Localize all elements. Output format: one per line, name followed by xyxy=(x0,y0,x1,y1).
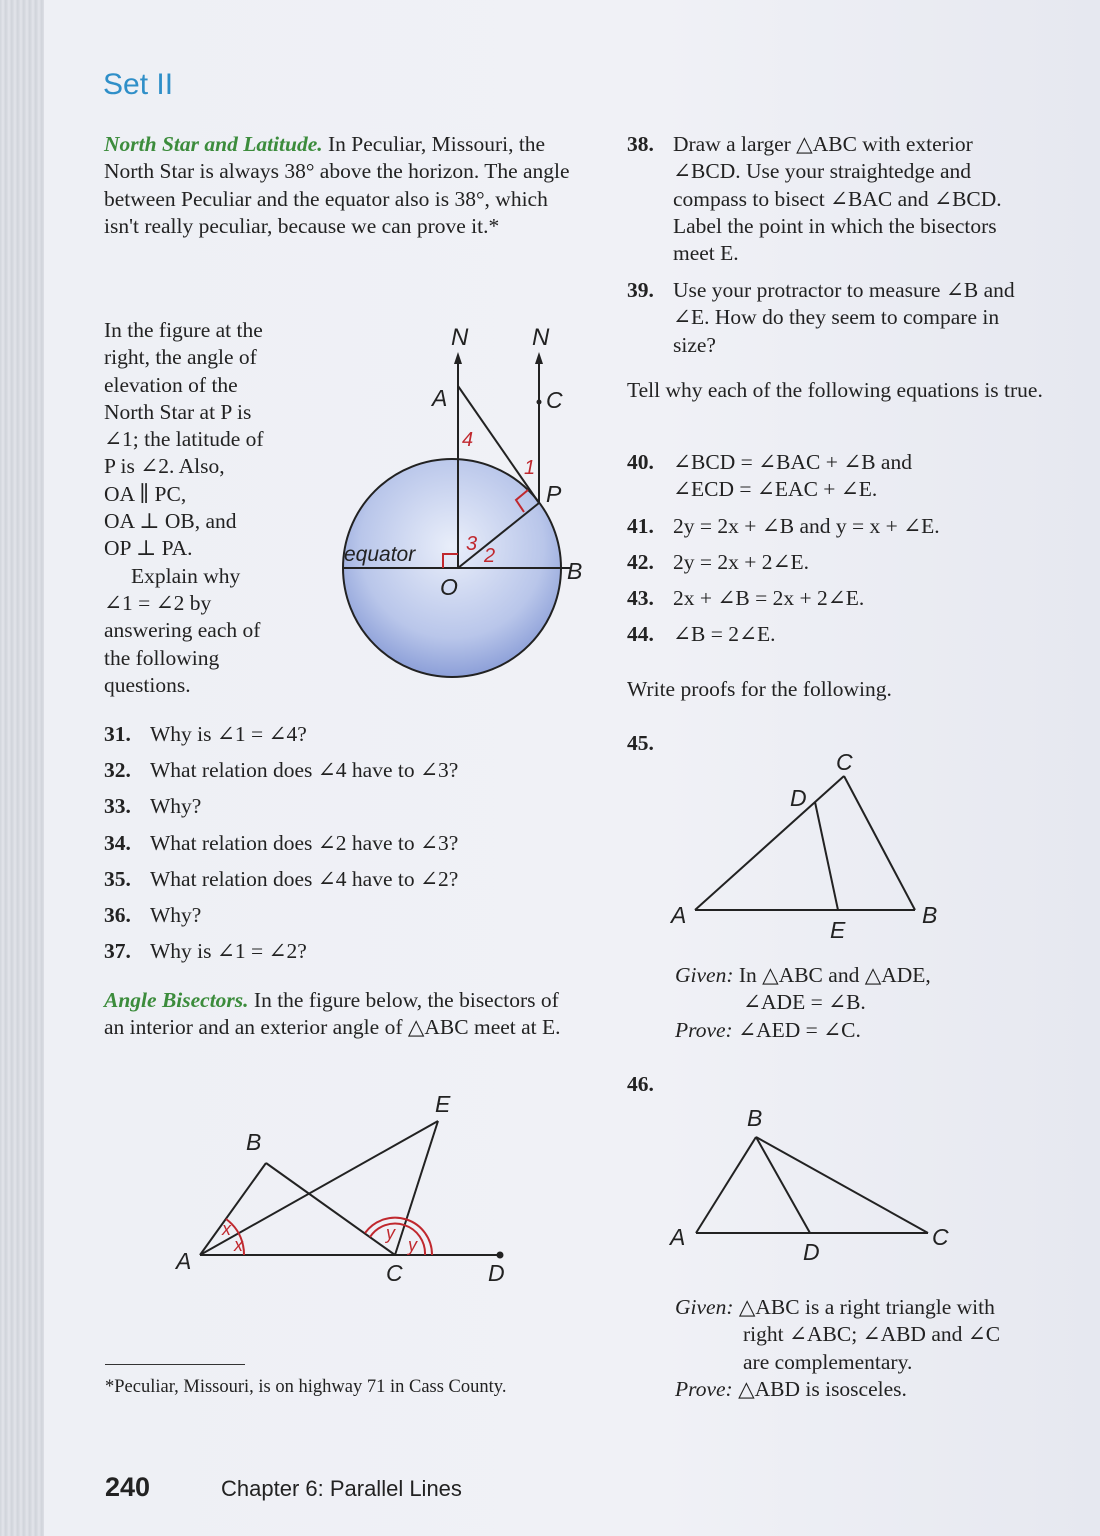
footnote-rule xyxy=(105,1364,245,1365)
label-c: C xyxy=(386,1260,403,1286)
problem-46-given xyxy=(675,1294,1075,1403)
label-x-1: x xyxy=(222,1219,231,1239)
write-proofs-instruction: Write proofs for the following. xyxy=(627,677,892,701)
question-36 xyxy=(104,897,584,933)
question-31 xyxy=(104,716,584,752)
equation-line: ∠BCD = ∠BAC + ∠B and xyxy=(673,450,912,474)
set-title: Set II xyxy=(103,68,174,101)
label-n2: N xyxy=(532,324,550,351)
question-text: Why is ∠1 = ∠2? xyxy=(150,939,307,964)
point-d xyxy=(497,1252,504,1259)
given-line: ∠ADE = ∠B. xyxy=(743,990,866,1015)
page-number: 240 xyxy=(105,1472,151,1502)
intro-heading: North Star and Latitude. xyxy=(104,132,323,156)
binding-gutter xyxy=(0,0,44,1536)
question-37 xyxy=(104,933,584,969)
question-33 xyxy=(104,788,584,824)
equation-line: 2y = 2x + ∠B and y = x + ∠E. xyxy=(673,513,940,538)
bisector-figure xyxy=(160,1085,540,1295)
label-angle-4: 4 xyxy=(462,429,474,451)
equation-44 xyxy=(627,621,1077,648)
label-y-1: y xyxy=(386,1223,395,1243)
figure-45 xyxy=(660,740,960,950)
fig-line: right, the angle of xyxy=(104,345,257,370)
figure-46 xyxy=(660,1100,960,1270)
question-number: 39. xyxy=(627,278,654,302)
fig-line: P is ∠2. Also, xyxy=(104,454,225,479)
fig-line: Explain why xyxy=(131,563,241,588)
label-a: A xyxy=(670,1224,686,1250)
q38-line: Label the point in which the bisectors xyxy=(673,213,997,238)
q38-line: compass to bisect ∠BAC and ∠BCD. xyxy=(673,186,1002,211)
label-c: C xyxy=(546,387,563,413)
label-o: O xyxy=(440,574,458,600)
fig-line: ∠1 = ∠2 by xyxy=(104,590,212,615)
problem-45-number: 45. xyxy=(627,731,654,755)
line-cb xyxy=(844,776,915,910)
fig-line: the following xyxy=(104,645,220,670)
equation-line: 2x + ∠B = 2x + 2∠E. xyxy=(673,586,865,611)
label-equator: equator xyxy=(344,543,416,566)
question-number: 36. xyxy=(104,903,131,928)
question-number: 37. xyxy=(104,939,131,964)
label-y-2: y xyxy=(408,1235,417,1255)
question-34 xyxy=(104,825,584,861)
tell-why-instruction: Tell why each of the following equations is true. xyxy=(627,378,1043,402)
prove-label: Prove: xyxy=(675,1017,733,1042)
label-e: E xyxy=(830,917,846,943)
label-a: A xyxy=(671,902,687,928)
equation-43 xyxy=(627,585,1077,612)
given-line: right ∠ABC; ∠ABD and ∠C xyxy=(743,1322,1001,1347)
line-ac xyxy=(695,776,844,910)
label-e: E xyxy=(435,1091,451,1117)
label-a: A xyxy=(432,385,448,411)
point-c xyxy=(537,400,542,405)
given-line: △ABC is a right triangle with xyxy=(738,1295,995,1319)
question-number: 35. xyxy=(104,866,131,891)
problem-46-number: 46. xyxy=(627,1072,654,1096)
fig-line: answering each of xyxy=(104,618,261,643)
label-a: A xyxy=(176,1248,192,1274)
fig-line: OP ⊥ PA. xyxy=(104,536,193,561)
question-39 xyxy=(627,277,1077,359)
label-d: D xyxy=(488,1260,505,1286)
prove-label: Prove: xyxy=(675,1376,733,1401)
arrow-n1 xyxy=(454,352,462,364)
equations-40-44 xyxy=(627,449,1077,649)
question-number: 43. xyxy=(627,586,654,611)
figure-description xyxy=(104,317,304,699)
q38-line: meet E. xyxy=(673,241,739,266)
question-number: 42. xyxy=(627,549,654,574)
label-c: C xyxy=(836,749,853,775)
given-line: are complementary. xyxy=(743,1349,913,1374)
label-b: B xyxy=(747,1105,763,1131)
problem-45-given xyxy=(675,962,1075,1044)
question-38 xyxy=(627,131,1077,267)
footnote: *Peculiar, Missouri, is on highway 71 in Cass County. xyxy=(105,1377,507,1397)
equation-line: ∠B = 2∠E. xyxy=(673,622,776,647)
fig-line: In the figure at the xyxy=(104,318,263,342)
q39-line: ∠E. How do they seem to compare in xyxy=(673,305,1000,330)
label-angle-2: 2 xyxy=(484,545,496,567)
question-text: What relation does ∠2 have to ∠3? xyxy=(150,830,459,855)
equation-line: ∠ECD = ∠EAC + ∠E. xyxy=(673,477,878,502)
bisectors-heading: Angle Bisectors. xyxy=(104,988,249,1012)
question-number: 32. xyxy=(104,758,131,783)
fig-line: OA ∥ PC, xyxy=(104,481,187,506)
equation-line: 2y = 2x + 2∠E. xyxy=(673,549,810,574)
arc-x-inner xyxy=(243,1245,244,1255)
label-d: D xyxy=(790,785,807,811)
label-n1: N xyxy=(451,324,469,351)
line-ab xyxy=(696,1137,756,1233)
intro-text: In Peculiar, Missouri, the North Star is always 38° above the horizon. The angle between Peculiar and the equator also is 38°, which isn't really peculiar, because we can prove it.* xyxy=(104,132,570,238)
given-line: In △ABC and △ADE, xyxy=(738,963,931,987)
label-c: C xyxy=(932,1224,949,1250)
equation-40 xyxy=(627,449,1077,504)
line-ab xyxy=(200,1163,266,1255)
globe-figure xyxy=(330,318,610,688)
label-angle-1: 1 xyxy=(524,457,536,479)
given-label: Given: xyxy=(675,1295,734,1319)
label-x-2: x xyxy=(234,1235,243,1255)
bisectors-text: In the figure below, the bisectors of an interior and an exterior angle of △ABC meet at E. xyxy=(104,988,561,1040)
fig-line: OA ⊥ OB, and xyxy=(104,509,237,534)
chapter-title: Chapter 6: Parallel Lines xyxy=(221,1476,462,1501)
question-number: 33. xyxy=(104,794,131,819)
question-text: What relation does ∠4 have to ∠2? xyxy=(150,866,459,891)
question-text: Why? xyxy=(150,794,202,819)
question-number: 44. xyxy=(627,622,654,647)
question-text: What relation does ∠4 have to ∠3? xyxy=(150,758,459,783)
fig-line: questions. xyxy=(104,672,191,697)
label-b: B xyxy=(246,1129,262,1155)
q38-line: Draw a larger △ABC with exterior xyxy=(673,132,973,156)
prove-text: △ABD is isosceles. xyxy=(738,1376,907,1401)
fig-line: ∠1; the latitude of xyxy=(104,427,264,452)
equation-41 xyxy=(627,513,1077,540)
question-text: Why? xyxy=(150,903,202,928)
label-b: B xyxy=(922,902,938,928)
fig-line: North Star at P is xyxy=(104,399,252,424)
q39-line: size? xyxy=(673,332,716,357)
label-angle-3: 3 xyxy=(466,533,478,555)
line-bc xyxy=(756,1137,928,1233)
fig-line: elevation of the xyxy=(104,372,238,397)
line-de xyxy=(815,802,838,910)
q38-line: ∠BCD. Use your straightedge and xyxy=(673,159,972,184)
q39-line: Use your protractor to measure ∠B and xyxy=(673,278,1015,302)
question-number: 38. xyxy=(627,132,654,156)
label-p: P xyxy=(546,481,562,507)
question-text: Why is ∠1 = ∠4? xyxy=(150,722,307,746)
arrow-n2 xyxy=(535,352,543,364)
label-d: D xyxy=(803,1239,820,1265)
label-b: B xyxy=(567,558,583,584)
question-number: 31. xyxy=(104,722,131,746)
line-bc xyxy=(266,1163,395,1255)
intro-paragraph xyxy=(104,131,586,240)
questions-31-37 xyxy=(104,716,584,969)
bisectors-paragraph xyxy=(104,987,584,1042)
question-35 xyxy=(104,861,584,897)
question-number: 41. xyxy=(627,513,654,538)
prove-text: ∠AED = ∠C. xyxy=(738,1017,861,1042)
given-label: Given: xyxy=(675,963,734,987)
question-number: 34. xyxy=(104,830,131,855)
question-32 xyxy=(104,752,584,788)
equation-42 xyxy=(627,549,1077,576)
question-number: 40. xyxy=(627,450,654,474)
